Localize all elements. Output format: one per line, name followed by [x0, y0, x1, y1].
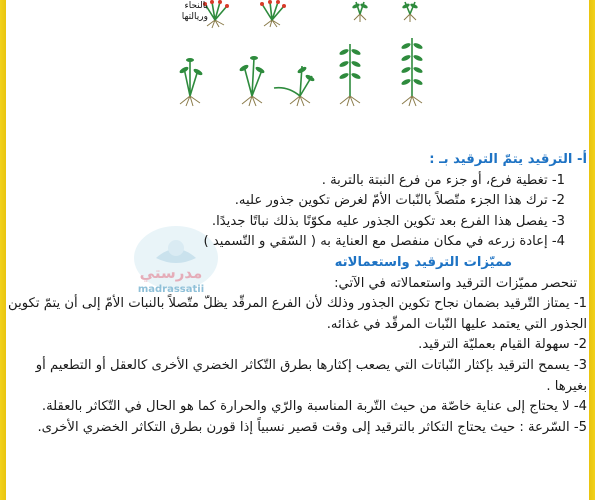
- page-border-right: [589, 0, 595, 500]
- section-a-step-3: 3- يفصل هذا الفرع بعد تكوين الجذور عليه مكوّنًا بذلك نباتًا جديدًا.: [211, 213, 565, 229]
- page-border-left: [0, 0, 6, 500]
- section-a-heading: أ- الترقيد يتمّ الترقيد بـ :: [429, 152, 587, 167]
- section-a-step-2: 2- ترك هذا الجزء متّصلاً بالنّبات الأمّ لغرض تكوين جذور عليه.: [234, 193, 565, 209]
- feature-item-4: 4- لا يحتاج إلى عناية خاصّة من حيث التّربة المناسبة والرّي والحرارة كما هو الحال في التّكاثر بالعقلة.: [41, 399, 587, 415]
- watermark-text-arabic: مدرستي: [139, 264, 203, 282]
- feature-item-5: 5- السّرعة : حيث يحتاج التكاثر بالترقيد إلى وقت قصير نسبياً إذا قورن بطرق التكاثر الخضري الأخرى.: [37, 419, 587, 435]
- section-b-title: مميّزات الترقيد واستعمالاته: [334, 254, 512, 270]
- feature-item-3: 3- يسمح الترقيد بإكثار النّباتات التي يصعب إكثارها بطرق التّكاثر الخضري الأخرى كالعقل أو التطعيم أو بغيرها .: [35, 357, 587, 394]
- section-a-step-1: 1- تغطية فرع، أو جزء من فرع النبتة بالتربة .: [321, 172, 565, 188]
- figure-caption: [166, 1, 208, 23]
- section-a-step-4: 4- إعادة زرعه في مكان منفصل مع العناية به ( السّقي و التّسميد ): [203, 234, 565, 250]
- watermark-text-latin: madrassatii: [137, 284, 205, 295]
- figure-caption-line1: بالنحاء: [184, 1, 208, 11]
- feature-item-1: 1- يمتاز التّرقيد بضمان نجاح تكوين الجذور وذلك لأن الفرع المرقّد يظلّ متّصلاً بالنبات الأمّ إلى أن يتمّ تكوين الجذور التي يعتمد عليها النّبات المرقّد في غذائه.: [8, 296, 587, 332]
- figure-caption-line2: وريالتها: [181, 12, 208, 22]
- feature-item-2: 2- سهولة القيام بعمليّة الترقيد.: [418, 337, 587, 353]
- section-b-intro: تنحصر مميّزات الترقيد واستعمالاته في الآتي:: [334, 275, 577, 291]
- document-body: [8, 150, 587, 438]
